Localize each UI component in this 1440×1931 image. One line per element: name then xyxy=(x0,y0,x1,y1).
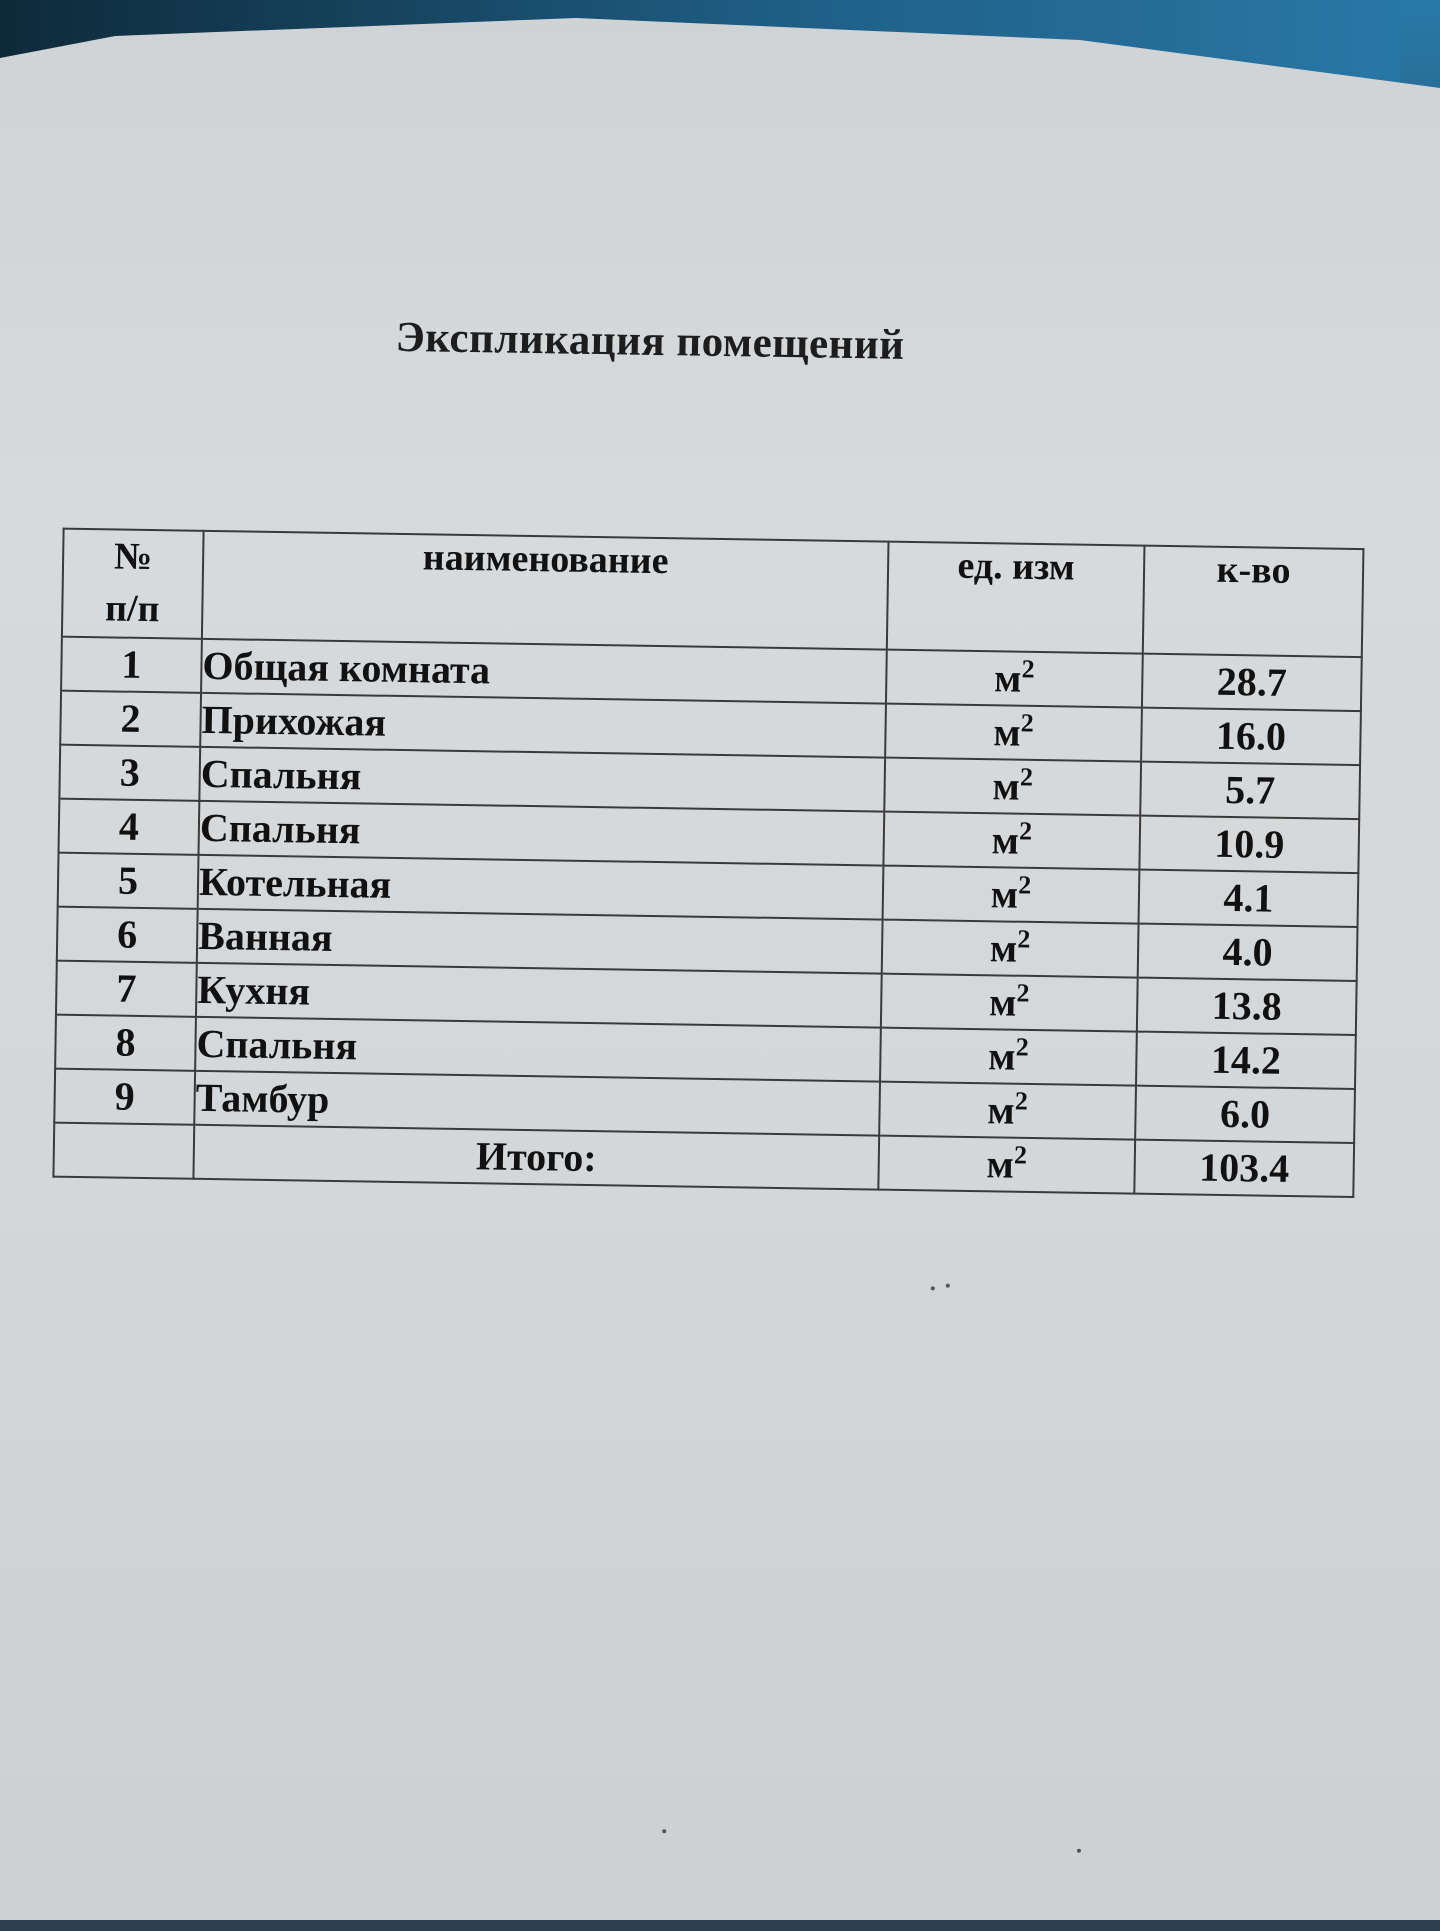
unit-base: м xyxy=(986,1141,1015,1187)
unit-exponent: 2 xyxy=(1017,924,1031,954)
header-number xyxy=(62,529,204,639)
row-quantity: 16.0 xyxy=(1141,708,1361,765)
row-number: 2 xyxy=(60,691,201,747)
row-quantity: 14.2 xyxy=(1136,1032,1356,1089)
unit-exponent: 2 xyxy=(1018,816,1033,846)
unit-base: м xyxy=(990,871,1019,917)
row-name: Спальня xyxy=(199,747,885,812)
row-name: Общая комната xyxy=(201,639,887,704)
unit-exponent: 2 xyxy=(1013,1140,1028,1170)
row-unit xyxy=(882,920,1139,978)
unit-base: м xyxy=(993,709,1022,755)
unit-exponent: 2 xyxy=(1020,708,1035,738)
row-quantity: 13.8 xyxy=(1137,978,1357,1035)
row-number: 1 xyxy=(61,637,202,693)
row-name: Котельная xyxy=(198,855,884,920)
header-unit: ед. изм xyxy=(887,542,1145,654)
row-number: 7 xyxy=(56,961,197,1017)
row-unit xyxy=(883,812,1140,870)
row-unit xyxy=(880,1028,1137,1086)
unit-exponent: 2 xyxy=(1015,1032,1029,1062)
row-quantity: 10.9 xyxy=(1139,816,1359,873)
row-unit xyxy=(886,650,1143,708)
unit-base: м xyxy=(991,817,1020,863)
row-number: 6 xyxy=(57,907,198,963)
row-quantity: 6.0 xyxy=(1135,1086,1355,1143)
row-number: 8 xyxy=(55,1015,196,1071)
row-name: Спальня xyxy=(199,801,885,866)
row-unit xyxy=(885,704,1142,762)
row-name: Спальня xyxy=(195,1017,881,1082)
paper-speck xyxy=(1077,1849,1081,1853)
row-number: 4 xyxy=(59,799,200,855)
unit-exponent: 2 xyxy=(1016,978,1030,1008)
table-header-row xyxy=(62,529,1364,657)
row-unit xyxy=(881,974,1138,1032)
row-quantity: 28.7 xyxy=(1142,654,1362,711)
rooms-table xyxy=(52,528,1364,1198)
paper-speck xyxy=(662,1829,666,1833)
row-name: Тамбур xyxy=(194,1071,880,1136)
paper-speck xyxy=(931,1286,935,1290)
unit-base: м xyxy=(989,925,1018,971)
row-number: 9 xyxy=(54,1069,195,1125)
header-number-line2: п/п xyxy=(104,587,160,631)
header-name: наименование xyxy=(202,531,889,650)
total-number-empty xyxy=(53,1123,194,1179)
total-quantity: 103.4 xyxy=(1134,1140,1354,1197)
paper-speck xyxy=(946,1284,950,1288)
unit-exponent: 2 xyxy=(1018,870,1032,900)
total-label: Итого: xyxy=(193,1125,879,1190)
unit-base: м xyxy=(987,1087,1016,1133)
row-number: 3 xyxy=(59,745,200,801)
document-title: Экспликация помещений xyxy=(395,313,905,369)
row-unit xyxy=(884,758,1141,816)
row-unit xyxy=(879,1082,1136,1140)
unit-exponent: 2 xyxy=(1021,654,1035,684)
row-name: Прихожая xyxy=(200,693,886,758)
unit-base: м xyxy=(992,763,1021,809)
row-quantity: 5.7 xyxy=(1140,762,1360,819)
unit-base: м xyxy=(987,1033,1016,1079)
unit-exponent: 2 xyxy=(1014,1086,1029,1116)
header-number-line1: № xyxy=(113,535,153,579)
unit-base: м xyxy=(993,655,1022,701)
unit-exponent: 2 xyxy=(1019,762,1034,792)
header-quantity: к-во xyxy=(1143,546,1364,657)
row-quantity: 4.0 xyxy=(1138,924,1358,981)
row-name: Кухня xyxy=(196,963,882,1028)
row-name: Ванная xyxy=(197,909,883,974)
row-quantity: 4.1 xyxy=(1139,870,1359,927)
unit-base: м xyxy=(988,979,1017,1025)
row-unit xyxy=(883,866,1140,924)
row-number: 5 xyxy=(58,853,199,909)
total-unit xyxy=(878,1136,1135,1194)
